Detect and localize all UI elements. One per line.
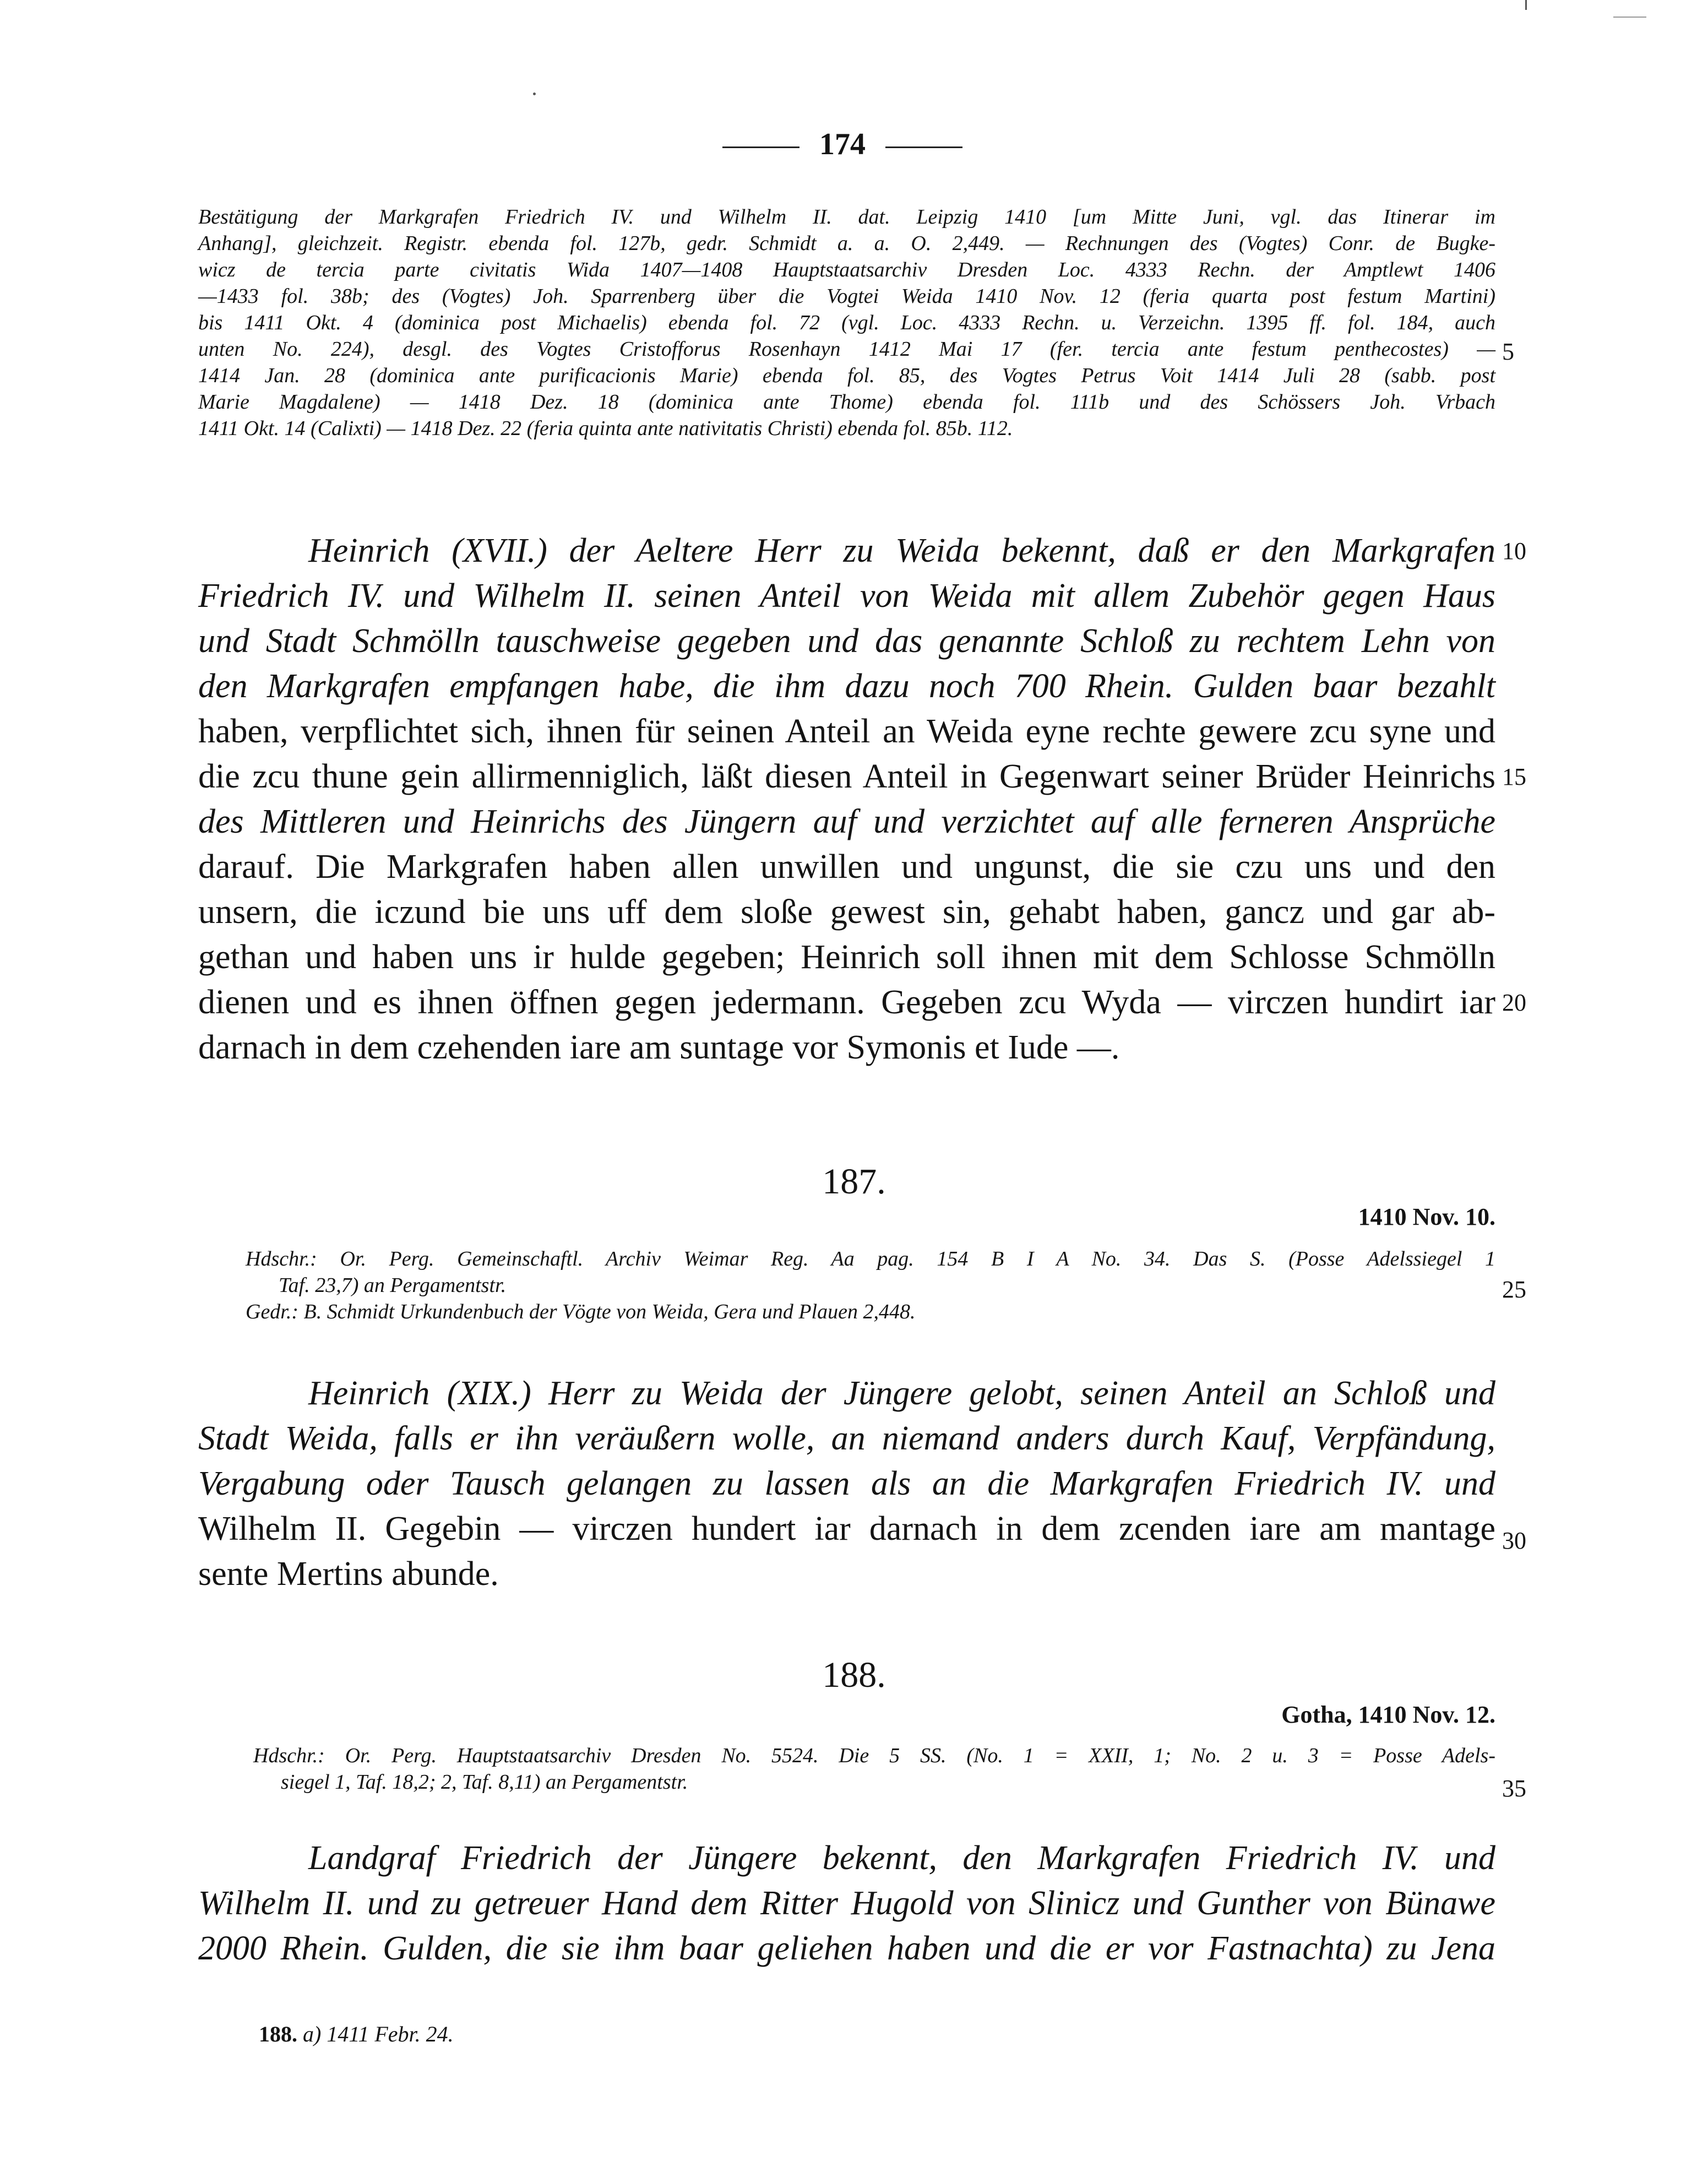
text-line: die zcu thune gein allirmenniglich, läßt diesen Anteil in Gegenwart seiner Brüder Heinrichs xyxy=(198,758,1495,795)
scan-mark xyxy=(1525,0,1527,10)
text-line: Vergabung oder Tausch gelangen zu lassen als an die Markgrafen Friedrich IV. und xyxy=(198,1465,1495,1502)
text-line: darnach in dem czehenden iare am suntage vor Symonis et Iude —. xyxy=(198,1029,1120,1066)
intro-note-line: Bestätigung der Markgrafen Friedrich IV. und Wilhelm II. dat. Leipzig 1410 [um Mitte Juni, vgl. das Itinerar im xyxy=(198,205,1495,229)
doc-date-187: 1410 Nov. 10. xyxy=(1358,1203,1495,1230)
footnote-text: a) 1411 Febr. 24. xyxy=(303,2022,454,2046)
line-number: 25 xyxy=(1502,1276,1526,1303)
text-line: Stadt Weida, falls er ihn veräußern wolle, an niemand anders durch Kauf, Verpfändung, xyxy=(198,1420,1495,1457)
intro-note-line: Anhang], gleichzeit. Registr. ebenda fol. 127b, gedr. Schmidt a. a. O. 2,449. — Rechnungen des (Vogtes) Conr. de Bugke- xyxy=(198,232,1495,255)
intro-note-line: bis 1411 Okt. 4 (dominica post Michaelis) ebenda fol. 72 (vgl. Loc. 4333 Rechn. u. Verzeichn. 1395 ff. fol. 184, auch xyxy=(198,311,1495,334)
note-line: siegel 1, Taf. 18,2; 2, Taf. 8,11) an Pergamentstr. xyxy=(281,1771,688,1794)
intro-note-line: —1433 fol. 38b; des (Vogtes) Joh. Sparrenberg über die Vogtei Weida 1410 Nov. 12 (feria quarta post festum Martini) xyxy=(198,285,1495,308)
note-line: Gedr.: B. Schmidt Urkundenbuch der Vögte von Weida, Gera und Plauen 2,448. xyxy=(246,1300,916,1323)
text-line: dienen und es ihnen öffnen gegen jedermann. Gegeben zcu Wyda — virczen hundirt iar xyxy=(198,984,1495,1021)
intro-note-line: wicz de tercia parte civitatis Wida 1407—1408 Hauptstaatsarchiv Dresden Loc. 4333 Rechn. der Amptlewt 1406 xyxy=(198,258,1495,281)
text-line: haben, verpflichtet sich, ihnen für seinen Anteil an Weida eyne rechte gewere zcu syne und xyxy=(198,713,1495,750)
line-number: 30 xyxy=(1502,1527,1526,1554)
text-line: Heinrich (XVII.) der Aeltere Herr zu Weida bekennt, daß er den Markgrafen xyxy=(308,532,1495,569)
line-number: 5 xyxy=(1502,338,1514,365)
page-number xyxy=(694,127,991,162)
doc-date-188: Gotha, 1410 Nov. 12. xyxy=(1281,1701,1495,1728)
line-number: 20 xyxy=(1502,989,1526,1016)
intro-note-line: Marie Magdalene) — 1418 Dez. 18 (dominica ante Thome) ebenda fol. 111b und des Schössers Joh. Vrbach xyxy=(198,390,1495,414)
text-line: Landgraf Friedrich der Jüngere bekennt, den Markgrafen Friedrich IV. und xyxy=(308,1839,1495,1877)
page-number-text: 174 xyxy=(819,127,866,161)
text-line: 2000 Rhein. Gulden, die sie ihm baar geliehen haben und die er vor Fastnachta) zu Jena xyxy=(198,1930,1495,1967)
line-number: 35 xyxy=(1502,1775,1526,1802)
rule-right xyxy=(885,146,962,148)
intro-note-line: 1411 Okt. 14 (Calixti) — 1418 Dez. 22 (feria quinta ante nativitatis Christi) ebenda fol. 85b. 112. xyxy=(198,417,1013,440)
footnote xyxy=(259,2021,454,2047)
intro-note-line: 1414 Jan. 28 (dominica ante purificacionis Marie) ebenda fol. 85, des Vogtes Petrus Voit 1414 Juli 28 (sabb. post xyxy=(198,364,1495,387)
text-line: darauf. Die Markgrafen haben allen unwillen und ungunst, die sie czu uns und den xyxy=(198,848,1495,886)
text-line: und Stadt Schmölln tauschweise gegeben und das genannte Schloß zu rechtem Lehn von xyxy=(198,622,1495,660)
line-number: 15 xyxy=(1502,763,1526,790)
scan-edge-mark xyxy=(1613,17,1646,18)
text-line: unsern, die iczund bie uns uff dem sloße gewest sin, gehabt haben, gancz und gar ab- xyxy=(198,893,1495,931)
text-line: Wilhelm II. Gegebin — virczen hundert iar darnach in dem zcenden iare am mantage xyxy=(198,1510,1495,1547)
scan-dot xyxy=(533,93,536,95)
text-line: sente Mertins abunde. xyxy=(198,1555,499,1593)
doc-number-187: 187. xyxy=(822,1161,886,1202)
text-line: Friedrich IV. und Wilhelm II. seinen Anteil von Weida mit allem Zubehör gegen Haus xyxy=(198,577,1495,615)
text-line: des Mittleren und Heinrichs des Jüngern auf und verzichtet auf alle ferneren Ansprüche xyxy=(198,803,1495,840)
text-line: Wilhelm II. und zu getreuer Hand dem Ritter Hugold von Slinicz und Gunther von Bünawe xyxy=(198,1885,1495,1922)
footnote-label: 188. xyxy=(259,2022,297,2046)
text-line: Heinrich (XIX.) Herr zu Weida der Jüngere gelobt, seinen Anteil an Schloß und xyxy=(308,1375,1495,1412)
text-line: den Markgrafen empfangen habe, die ihm dazu noch 700 Rhein. Gulden baar bezahlt xyxy=(198,667,1495,705)
doc-number-188: 188. xyxy=(822,1655,886,1695)
note-line: Hdschr.: Or. Perg. Hauptstaatsarchiv Dresden No. 5524. Die 5 SS. (No. 1 = XXII, 1; No. 2 u. 3 = Posse Adels- xyxy=(253,1744,1495,1767)
rule-left xyxy=(722,146,799,148)
intro-note-line: unten No. 224), desgl. des Vogtes Cristofforus Rosenhayn 1412 Mai 17 (fer. tercia ante festum penthecostes) — xyxy=(198,338,1495,361)
line-number: 10 xyxy=(1502,537,1526,564)
note-line: Hdschr.: Or. Perg. Gemeinschaftl. Archiv Weimar Reg. Aa pag. 154 B I A No. 34. Das S. (Posse Adelssiegel 1 xyxy=(246,1247,1495,1270)
note-line: Taf. 23,7) an Pergamentstr. xyxy=(279,1274,507,1297)
text-line: gethan und haben uns ir hulde gegeben; Heinrich soll ihnen mit dem Schlosse Schmölln xyxy=(198,938,1495,976)
